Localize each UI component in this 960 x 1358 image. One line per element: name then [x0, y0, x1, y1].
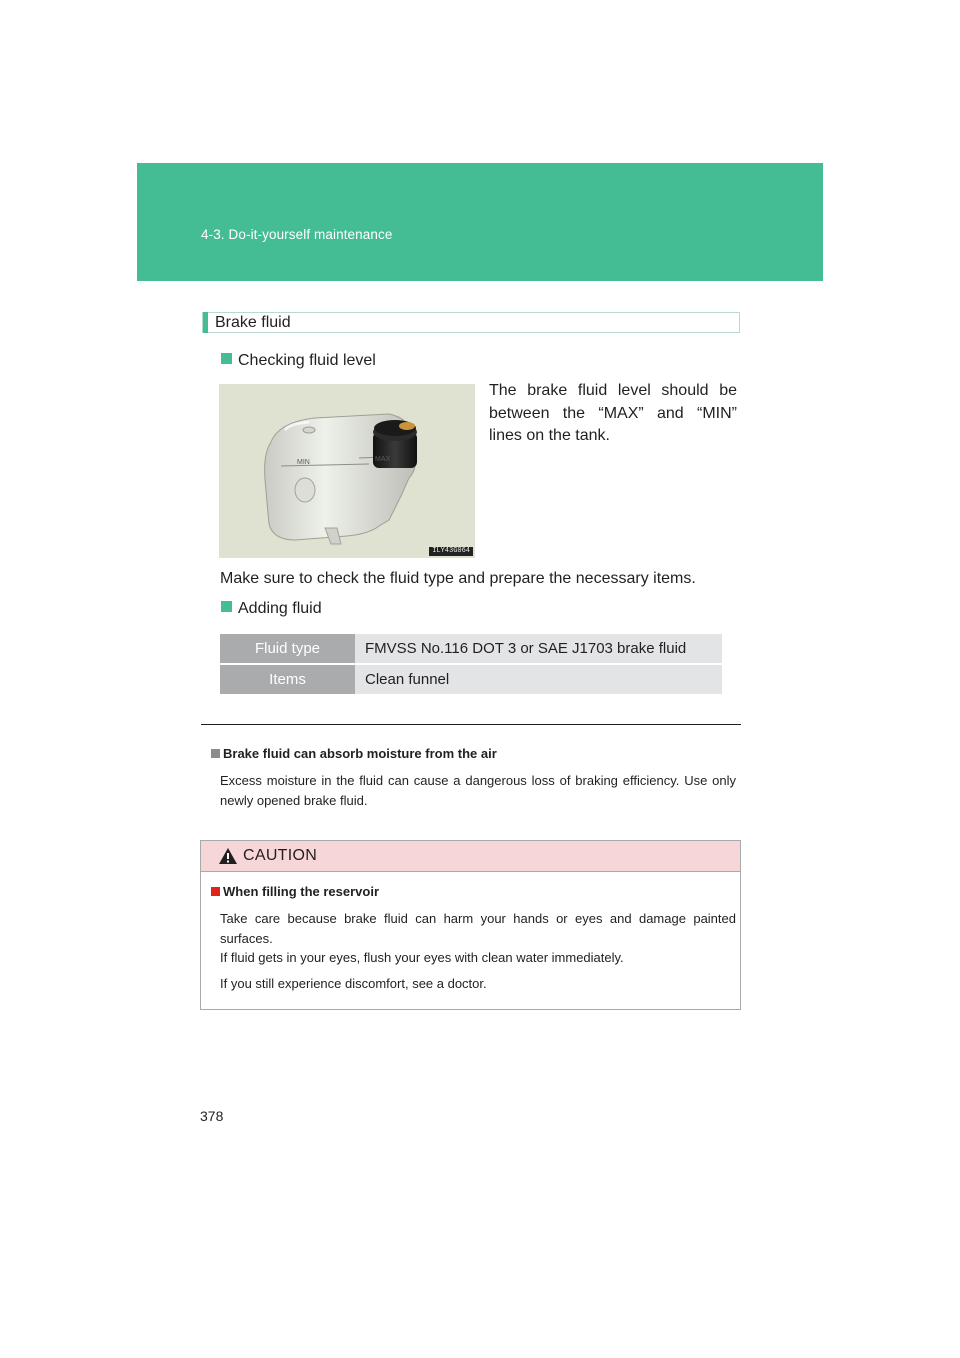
square-bullet-icon: [211, 749, 220, 758]
note-heading: Brake fluid can absorb moisture from the air: [211, 746, 497, 761]
min-line-label: MIN: [297, 459, 310, 466]
caution-paragraph: Take care because brake fluid can harm your hands or eyes and damage painted surfaces.: [220, 911, 736, 946]
divider: [201, 724, 741, 725]
page-number: 378: [200, 1108, 224, 1124]
checking-heading: Checking fluid level: [221, 352, 376, 370]
note-text: Excess moisture in the fluid can cause a dangerous loss of braking efficiency. Use only newly opened brake fluid.: [220, 773, 736, 808]
intro-text: Make sure to check the fluid type and prepare the necessary items.: [220, 570, 696, 587]
page-title: Brake fluid: [215, 314, 291, 331]
max-line-label: MAX: [375, 456, 391, 463]
caution-subheading: When filling the reservoir: [211, 884, 379, 899]
table-row: [220, 634, 722, 663]
caution-paragraph: If you still experience discomfort, see a doctor.: [220, 976, 487, 991]
warning-icon: [218, 847, 238, 865]
brake-reservoir-photo: [219, 384, 475, 558]
header-band: [137, 163, 823, 281]
table-key: Items: [220, 665, 355, 694]
checking-description: The brake fluid level should be between the “MAX” and “MIN” lines on the tank.: [489, 382, 737, 444]
square-bullet-icon: [211, 887, 220, 896]
section-title: [202, 312, 740, 333]
reservoir-illustration: [219, 384, 475, 558]
caution-paragraph: If fluid gets in your eyes, flush your eyes with clean water immediately.: [220, 950, 624, 965]
caution-header: [201, 841, 740, 872]
title-accent-bar: [203, 312, 208, 333]
adding-heading: Adding fluid: [221, 600, 322, 618]
table-row: [220, 665, 722, 694]
table-value: Clean funnel: [355, 665, 722, 694]
table-key: Fluid type: [220, 634, 355, 663]
fluid-spec-table: [220, 632, 722, 696]
caution-box: [200, 840, 741, 1010]
figure-code: ILY43G064: [429, 547, 473, 556]
section-label: 4-3. Do-it-yourself maintenance: [201, 227, 393, 242]
square-bullet-icon: [221, 601, 232, 612]
caution-label: CAUTION: [243, 847, 318, 864]
table-value: FMVSS No.116 DOT 3 or SAE J1703 brake fluid: [355, 634, 722, 663]
square-bullet-icon: [221, 353, 232, 364]
